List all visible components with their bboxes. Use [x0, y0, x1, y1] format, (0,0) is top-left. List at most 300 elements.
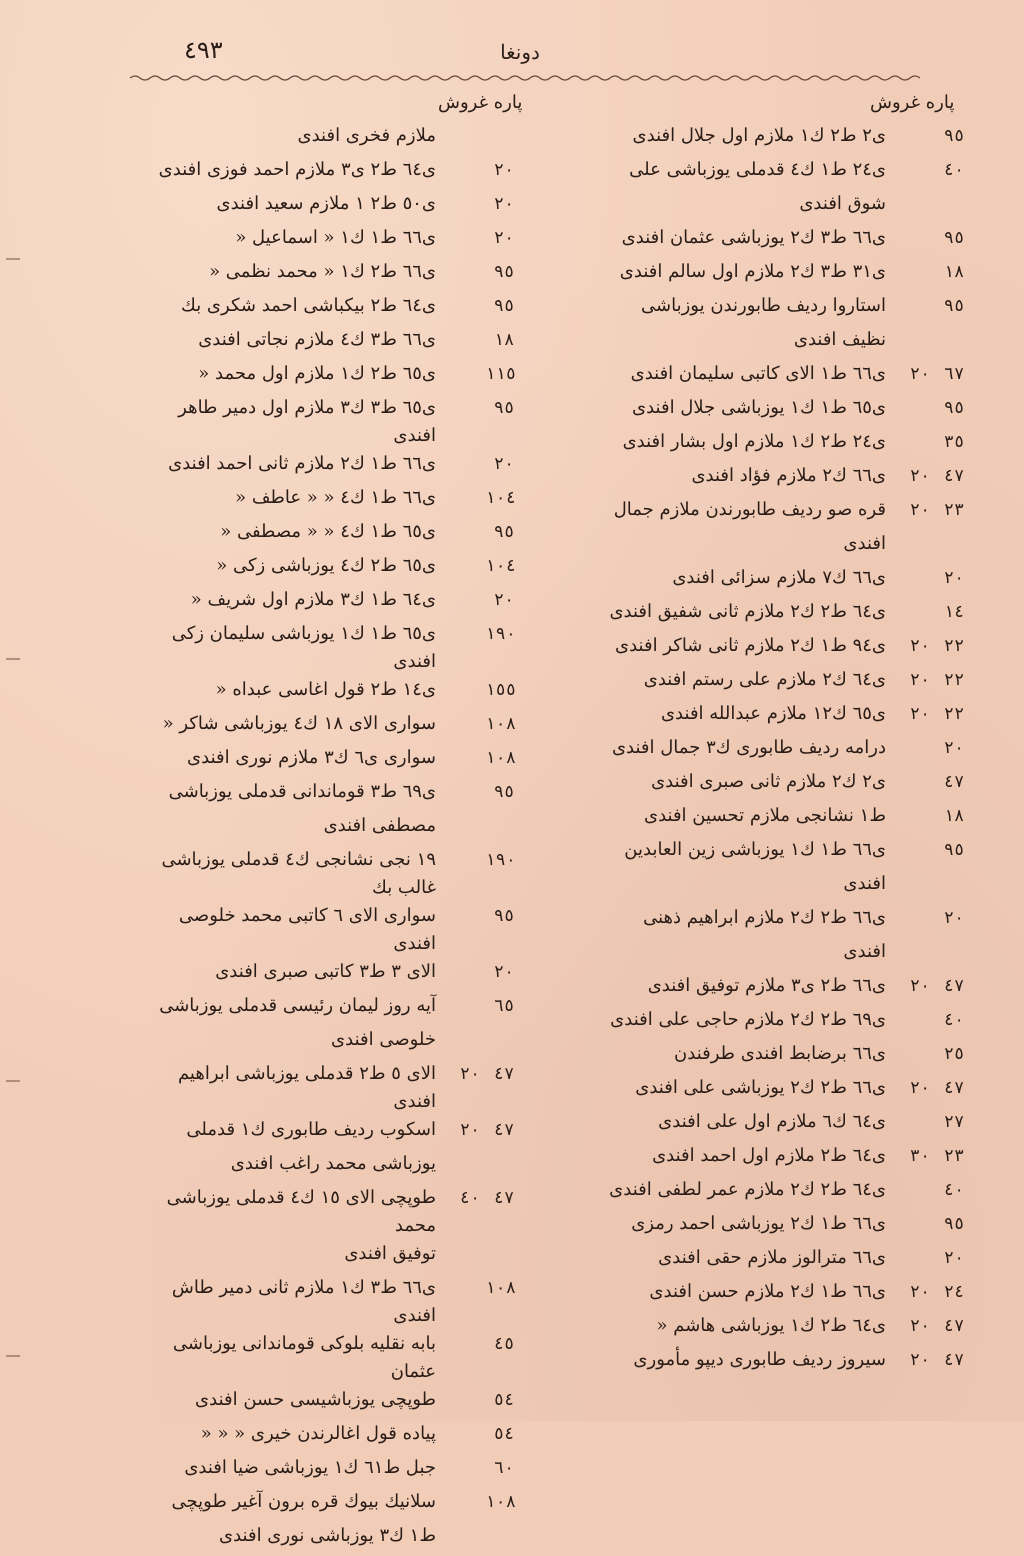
entry-text: ى٦٥ ط١ ك١ يوزباشى سليمان زكى افندى — [171, 623, 436, 672]
qurush-amount: ٤٧ — [493, 1188, 515, 1208]
amount-cell — [446, 484, 520, 512]
amount-cell — [896, 292, 970, 320]
qurush-amount: ٢٤ — [943, 1282, 965, 1302]
qurush-amount: ٦٠ — [493, 1458, 515, 1478]
qurush-amount: ٤٧ — [493, 1120, 515, 1140]
entry-text: ى٢ ك٢ ملازم ثانى صبرى افندى — [651, 771, 886, 792]
ledger-row — [140, 1488, 520, 1522]
ledger-row — [590, 870, 970, 904]
qurush-amount: ٤٧ — [943, 466, 965, 486]
entry-text: ى٦٤ ط٢ ك٢ ملازم عمر لطفى افندى — [609, 1179, 886, 1200]
para-amount — [451, 676, 475, 704]
qurush-amount: ٢٢ — [943, 670, 965, 690]
ledger-row — [590, 156, 970, 190]
ledger-row — [590, 326, 970, 360]
para-amount — [908, 292, 932, 320]
qurush-amount: ٢٧ — [943, 1112, 965, 1132]
para-amount — [458, 258, 482, 286]
amount-cell — [446, 620, 520, 648]
qurush-amount: ٤٠ — [943, 1180, 965, 1200]
amount-cell — [446, 586, 520, 614]
ledger-row — [140, 812, 520, 846]
qurush-amount: ٩٥ — [943, 398, 965, 418]
entry-text: سوارى الاى ٦ كاتبى محمد خلوصى افندى — [178, 905, 436, 954]
entry-text: ى٦٦ ط١ ك٢ ملازم ثانى احمد افندى — [168, 453, 436, 474]
ledger-row — [140, 1386, 520, 1420]
qurush-amount: ٩٥ — [493, 782, 515, 802]
qurush-amount: ٢٠ — [943, 568, 965, 588]
qurush-amount: ٢٠ — [493, 228, 515, 248]
ledger-row — [590, 1210, 970, 1244]
amount-cell — [896, 564, 970, 592]
amount-cell — [446, 1488, 520, 1516]
para-amount — [908, 1108, 932, 1136]
para-amount — [451, 710, 475, 738]
entry-text: ى٦٦ ط٢ ك٢ ملازم ابراهيم ذهنى — [643, 907, 886, 928]
ledger-row — [140, 360, 520, 394]
qurush-amount: ١١٥ — [485, 364, 516, 384]
margin-mark — [6, 1080, 20, 1082]
para-amount — [458, 586, 482, 614]
ledger-row — [590, 836, 970, 870]
ledger-row — [140, 326, 520, 360]
para-amount: ٢٠ — [909, 1282, 931, 1302]
qurush-amount: ١٠٤ — [485, 488, 516, 508]
entry-text: ى٦٦ ط٢ ك١ « محمد نظمى « — [209, 261, 436, 282]
amount-cell — [896, 734, 970, 762]
para-amount — [908, 1244, 932, 1272]
amount-cell — [446, 224, 520, 252]
para-amount — [458, 394, 482, 422]
para-amount — [458, 190, 482, 218]
page-header — [140, 36, 900, 76]
para-amount: ٢٠ — [909, 976, 931, 996]
para-amount — [908, 1006, 932, 1034]
qurush-amount: ١٤ — [943, 602, 965, 622]
right-column — [590, 122, 970, 1381]
amount-cell — [446, 1454, 520, 1482]
qurush-amount: ٤٥ — [493, 1334, 515, 1354]
ledger-row — [140, 394, 520, 450]
entry-text: سيروز رديف طابورى ديپو مأمورى — [633, 1349, 886, 1370]
qurush-amount: ٤٧ — [943, 1078, 965, 1098]
qurush-amount: ٦٥ — [493, 996, 515, 1016]
para-amount: ٢٠ — [909, 500, 931, 520]
entry-text: ى٦٤ ط٢ ك٢ ملازم ثانى شفيق افندى — [609, 601, 886, 622]
entry-text: ى٦٦ ط٣ ك١ ملازم ثانى دمير طاش افندى — [171, 1277, 436, 1326]
qurush-amount: ٩٥ — [943, 1214, 965, 1234]
ledger-row — [140, 1420, 520, 1454]
ledger-row — [590, 122, 970, 156]
ledger-row — [140, 902, 520, 958]
ledger-row — [140, 620, 520, 676]
entry-text: ى٦٦ ط١ ك٤ « « عاطف « — [235, 487, 436, 508]
ledger-row — [590, 904, 970, 938]
entry-text: سوارى ى٦ ك٣ ملازم نورى افندى — [187, 747, 436, 768]
amount-cell — [446, 258, 520, 286]
entry-text: ى٦٤ ط٢ ى٣ ملازم احمد فوزى افندى — [158, 159, 436, 180]
ledger-row — [140, 992, 520, 1026]
amount-cell — [446, 326, 520, 354]
amount-cell — [896, 768, 970, 796]
qurush-amount: ١٠٨ — [485, 1492, 516, 1512]
entry-text: افندى — [843, 533, 886, 554]
ledger-row — [140, 744, 520, 778]
qurush-amount: ٩٥ — [943, 126, 965, 146]
entry-text: ١٩ نجى نشانجى ك٤ قدملى يوزباشى غالب بك — [161, 849, 436, 898]
ledger-row — [590, 530, 970, 564]
para-amount — [451, 620, 475, 648]
margin-mark — [6, 258, 20, 260]
para-amount — [908, 394, 932, 422]
qurush-amount: ١٩٠ — [485, 850, 516, 870]
qurush-amount: ٤٧ — [943, 1316, 965, 1336]
margin-mark — [6, 658, 20, 660]
amount-cell — [896, 1210, 970, 1238]
ledger-row — [590, 1006, 970, 1040]
amount-cell — [446, 676, 520, 704]
qurush-amount: ٢٠ — [493, 454, 515, 474]
entry-text: استاروا رديف طابورندن يوزباشى — [641, 295, 886, 316]
qurush-amount: ٢٣ — [943, 1146, 965, 1166]
ledger-row — [140, 1060, 520, 1116]
para-amount: ٢٠ — [909, 670, 931, 690]
para-amount — [458, 450, 482, 478]
entry-text: ى٦٤ ط٢ ملازم اول احمد افندى — [652, 1145, 886, 1166]
ledger-row — [140, 778, 520, 812]
para-amount — [458, 518, 482, 546]
para-amount — [908, 1040, 932, 1068]
para-amount — [458, 1420, 482, 1448]
amount-cell — [896, 1312, 970, 1340]
qurush-amount: ٥٤ — [493, 1424, 515, 1444]
qurush-amount: ٤٧ — [943, 976, 965, 996]
ledger-row — [140, 1184, 520, 1240]
ledger-row — [590, 1312, 970, 1346]
amount-cell — [896, 1244, 970, 1272]
entry-text: ملازم فخرى افندى — [297, 125, 436, 146]
amount-cell — [446, 394, 520, 422]
para-amount — [458, 1330, 482, 1358]
para-amount — [908, 258, 932, 286]
ledger-row — [590, 1176, 970, 1210]
qurush-amount: ٤٠ — [943, 160, 965, 180]
entry-text: ى٣١ ط٣ ك٢ ملازم اول سالم افندى — [619, 261, 886, 282]
para-amount — [458, 224, 482, 252]
amount-cell — [446, 846, 520, 874]
amount-cell — [446, 1060, 520, 1088]
ledger-row — [140, 552, 520, 586]
qurush-amount: ٩٥ — [943, 840, 965, 860]
entry-text: الاى ٣ ط٣ كاتبى صبرى افندى — [215, 961, 436, 982]
ledger-row — [140, 1240, 520, 1274]
para-amount — [458, 292, 482, 320]
left-column — [140, 122, 520, 1546]
ledger-row — [590, 258, 970, 292]
qurush-amount: ٤٧ — [943, 772, 965, 792]
entry-text: ى٦٤ ك٢ ملازم على رستم افندى — [643, 669, 886, 690]
left-column-heading: پاره غروش — [438, 92, 523, 113]
amount-cell — [896, 972, 970, 1000]
amount-cell — [896, 1040, 970, 1068]
wavy-rule-divider — [130, 74, 920, 82]
running-head: دونغا — [500, 40, 540, 64]
entry-text: آيه روز ليمان رئيسى قدملى يوزباشى — [159, 995, 436, 1016]
entry-text: ى٦٥ ط٢ ك١ ملازم اول محمد « — [198, 363, 436, 384]
amount-cell — [896, 156, 970, 184]
entry-text: اسكوب رديف طابورى ك١ قدملى — [186, 1119, 436, 1140]
entry-text: ى٢٤ ط١ ك٤ قدملى يوزباشى على — [629, 159, 886, 180]
amount-cell — [896, 462, 970, 490]
qurush-amount: ٤٧ — [943, 1350, 965, 1370]
entry-text: ى٥٠ ط٢ ١ ملازم سعيد افندى — [216, 193, 436, 214]
entry-text: توفيق افندى — [344, 1243, 436, 1264]
para-amount — [908, 904, 932, 932]
amount-cell — [446, 518, 520, 546]
para-amount — [451, 484, 475, 512]
qurush-amount: ٩٥ — [493, 522, 515, 542]
entry-text: ى٦٦ ط٢ ك٢ يوزباشى على افندى — [635, 1077, 886, 1098]
amount-cell — [896, 360, 970, 388]
para-amount: ٢٠ — [909, 636, 931, 656]
qurush-amount: ٤٧ — [493, 1064, 515, 1084]
entry-text: ى٦٦ ط٣ ك٤ ملازم نجاتى افندى — [198, 329, 436, 350]
para-amount: ٣٠ — [909, 1146, 931, 1166]
entry-text: ط١ ك٣ يوزباشى نورى افندى — [219, 1525, 436, 1546]
para-amount — [458, 902, 482, 930]
qurush-amount: ٢٥ — [943, 1044, 965, 1064]
amount-cell — [446, 552, 520, 580]
entry-text: ى٦٩ ط٣ قوماندانى قدملى يوزباشى — [168, 781, 436, 802]
para-amount — [908, 836, 932, 864]
para-amount — [451, 744, 475, 772]
qurush-amount: ٢٠ — [943, 738, 965, 758]
para-amount — [451, 1274, 475, 1302]
ledger-row — [590, 496, 970, 530]
para-amount: ٢٠ — [909, 364, 931, 384]
amount-cell — [896, 802, 970, 830]
amount-cell — [446, 360, 520, 388]
amount-cell — [896, 394, 970, 422]
para-amount — [908, 428, 932, 456]
entry-text: پياده قول اغالرندن خيرى « « « — [200, 1423, 436, 1444]
qurush-amount: ٢٠ — [943, 1248, 965, 1268]
para-amount — [908, 768, 932, 796]
entry-text: ى٦٤ ك٦ ملازم اول على افندى — [658, 1111, 886, 1132]
para-amount: ٢٠ — [459, 1120, 481, 1140]
amount-cell — [896, 224, 970, 252]
qurush-amount: ٦٧ — [943, 364, 965, 384]
entry-text: ى٩٤ ط١ ك٢ ملازم ثانى شاكر افندى — [615, 635, 886, 656]
para-amount — [451, 846, 475, 874]
entry-text: طوپچى يوزباشيسى حسن افندى — [195, 1389, 436, 1410]
ledger-row — [590, 768, 970, 802]
para-amount — [458, 958, 482, 986]
ledger-row — [590, 462, 970, 496]
amount-cell — [446, 744, 520, 772]
qurush-amount: ١٨ — [943, 262, 965, 282]
entry-text: ى٢٤ ط٢ ك١ ملازم اول بشار افندى — [622, 431, 886, 452]
margin-mark — [6, 1355, 20, 1357]
entry-text: ى٦٥ ط٢ ك٤ يوزباشى زكى « — [216, 555, 436, 576]
qurush-amount: ٤٠ — [943, 1010, 965, 1030]
ledger-row — [140, 450, 520, 484]
entry-text: ى٦٥ ك١٢ ملازم عبدالله افندى — [660, 703, 886, 724]
ledger-row — [140, 710, 520, 744]
amount-cell — [896, 1278, 970, 1306]
ledger-row — [140, 190, 520, 224]
qurush-amount: ٩٥ — [493, 296, 515, 316]
ledger-row — [140, 224, 520, 258]
amount-cell — [446, 156, 520, 184]
ledger-row — [140, 1330, 520, 1386]
entry-text: ى٦٦ ط٢ ى٣ ملازم توفيق افندى — [647, 975, 886, 996]
para-amount — [908, 122, 932, 150]
entry-text: ى٦٦ مترالوز ملازم حقى افندى — [658, 1247, 886, 1268]
entry-text: ى٦٤ ط٢ ك١ يوزباشى هاشم « — [656, 1315, 886, 1336]
para-amount: ٢٠ — [909, 704, 931, 724]
para-amount — [451, 552, 475, 580]
qurush-amount: ١٠٤ — [485, 556, 516, 576]
ledger-row — [590, 360, 970, 394]
entry-text: ط١ نشانجى ملازم تحسين افندى — [643, 805, 886, 826]
ledger-row — [590, 564, 970, 598]
ledger-row — [590, 734, 970, 768]
qurush-amount: ٢٣ — [943, 500, 965, 520]
entry-text: ى٦٤ ط١ ك٣ ملازم اول شريف « — [190, 589, 436, 610]
amount-cell — [896, 1074, 970, 1102]
ledger-row — [140, 122, 520, 156]
qurush-amount: ٢٠ — [943, 908, 965, 928]
right-column-heading: پاره غروش — [870, 92, 955, 113]
entry-text: ى٦٩ ط٢ ك٢ ملازم حاجى على افندى — [610, 1009, 886, 1030]
qurush-amount: ٢٢ — [943, 704, 965, 724]
entry-text: مصطفى افندى — [323, 815, 436, 836]
para-amount — [451, 360, 475, 388]
qurush-amount: ١٩٠ — [485, 624, 516, 644]
qurush-amount: ٩٥ — [493, 398, 515, 418]
entry-text: قره صو رديف طابورندن ملازم جمال — [613, 499, 886, 520]
para-amount: ٢٠ — [909, 1316, 931, 1336]
entry-text: ى٦٦ برضابط افندى طرفندن — [674, 1043, 886, 1064]
ledger-row — [590, 938, 970, 972]
amount-cell — [446, 1184, 520, 1212]
ledger-row — [140, 156, 520, 190]
entry-text: افندى — [843, 873, 886, 894]
ledger-row — [140, 292, 520, 326]
amount-cell — [896, 1346, 970, 1374]
ledger-row — [140, 1522, 520, 1556]
amount-cell — [896, 700, 970, 728]
entry-text: سوارى الاى ١٨ ك٤ يوزباشى شاكر « — [162, 713, 436, 734]
para-amount — [458, 992, 482, 1020]
entry-text: ى٦٦ ط١ الاى كاتبى سليمان افندى — [630, 363, 886, 384]
para-amount — [458, 1454, 482, 1482]
entry-text: درامه رديف طابورى ك٣ جمال افندى — [611, 737, 886, 758]
para-amount — [451, 1488, 475, 1516]
qurush-amount: ٢٢ — [943, 636, 965, 656]
entry-text: خلوصى افندى — [331, 1029, 436, 1050]
qurush-amount: ١٨ — [943, 806, 965, 826]
amount-cell — [446, 1116, 520, 1144]
qurush-amount: ٢٠ — [493, 194, 515, 214]
ledger-row — [590, 1074, 970, 1108]
amount-cell — [446, 450, 520, 478]
qurush-amount: ٩٥ — [943, 296, 965, 316]
ledger-row — [140, 1274, 520, 1330]
entry-text: ى٢ ط٢ ك١ ملازم اول جلال افندى — [632, 125, 886, 146]
qurush-amount: ١٨ — [493, 330, 515, 350]
amount-cell — [896, 598, 970, 626]
qurush-amount: ٢٠ — [493, 590, 515, 610]
ledger-row — [140, 1026, 520, 1060]
amount-cell — [896, 632, 970, 660]
ledger-row — [140, 676, 520, 710]
ledger-row — [590, 666, 970, 700]
ledger-row — [140, 1454, 520, 1488]
ledger-row — [590, 394, 970, 428]
qurush-amount: ٢٠ — [493, 962, 515, 982]
page-number: ٤٩٣ — [184, 36, 223, 64]
ledger-row — [590, 428, 970, 462]
amount-cell — [446, 292, 520, 320]
amount-cell — [896, 428, 970, 456]
ledger-row — [590, 632, 970, 666]
amount-cell — [896, 1108, 970, 1136]
amount-cell — [446, 190, 520, 218]
para-amount — [908, 1176, 932, 1204]
para-amount: ٢٠ — [909, 1078, 931, 1098]
para-amount: ٢٠ — [459, 1064, 481, 1084]
ledger-row — [140, 586, 520, 620]
para-amount: ٢٠ — [909, 1350, 931, 1370]
para-amount — [458, 1386, 482, 1414]
para-amount — [908, 1210, 932, 1238]
amount-cell — [896, 1142, 970, 1170]
amount-cell — [446, 710, 520, 738]
amount-cell — [446, 958, 520, 986]
para-amount — [908, 156, 932, 184]
amount-cell — [446, 1330, 520, 1358]
entry-text: ى٦٦ ك٧ ملازم سزائى افندى — [672, 567, 886, 588]
amount-cell — [446, 1420, 520, 1448]
qurush-amount: ٣٥ — [943, 432, 965, 452]
entry-text: نظيف افندى — [793, 329, 886, 350]
ledger-row — [140, 484, 520, 518]
amount-cell — [896, 904, 970, 932]
entry-text: شوق افندى — [799, 193, 886, 214]
entry-text: الاى ٥ ط٢ قدملى يوزباشى ابراهيم افندى — [177, 1063, 436, 1112]
ledger-row — [140, 1116, 520, 1150]
entry-text: جبل ط٦١ ك١ يوزباشى ضيا افندى — [184, 1457, 436, 1478]
amount-cell — [896, 1006, 970, 1034]
ledger-row — [590, 802, 970, 836]
ledger-row — [590, 1244, 970, 1278]
para-amount — [908, 734, 932, 762]
amount-cell — [896, 1176, 970, 1204]
qurush-amount: ١٠٨ — [485, 748, 516, 768]
entry-text: افندى — [843, 941, 886, 962]
entry-text: ى٦٦ ط٣ ك٢ يوزباشى عثمان افندى — [621, 227, 886, 248]
entry-text: ى٦٦ ط١ ك٢ يوزباشى احمد رمزى — [631, 1213, 886, 1234]
para-amount — [908, 224, 932, 252]
ledger-row — [140, 518, 520, 552]
amount-cell — [896, 122, 970, 150]
entry-text: ى٦٦ ط١ ك١ يوزباشى زين العابدين — [624, 839, 886, 860]
entry-text: ى٦٦ ط١ ك٢ ملازم حسن افندى — [649, 1281, 886, 1302]
entry-text: سلانيك بيوك قره برون آغير طوپچى — [171, 1491, 436, 1512]
ledger-row — [590, 224, 970, 258]
